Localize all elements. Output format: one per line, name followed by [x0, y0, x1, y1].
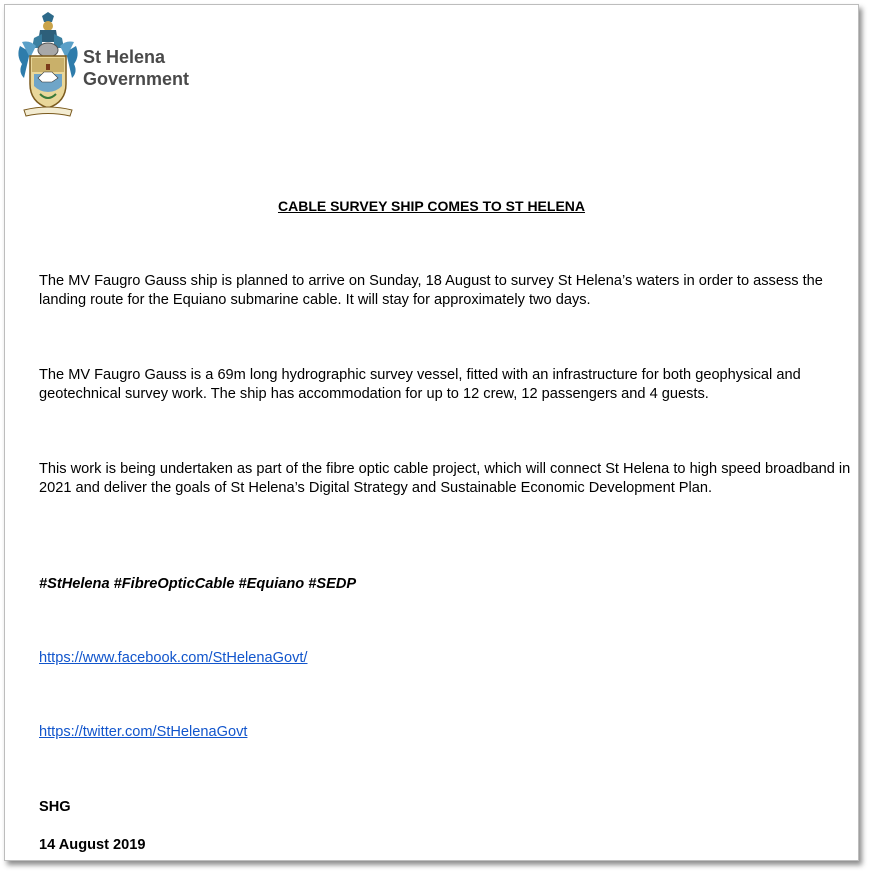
hashtags: #StHelena #FibreOpticCable #Equiano #SEDP — [39, 576, 357, 592]
signoff: SHG — [39, 799, 71, 815]
paragraph-3: This work is being undertaken as part of the fibre optic cable project, which will connect St Helena to high speed broadband in 2021 and deliver the goals of St Helena’s Digital Strategy and Sustainable Economic Development Plan. — [39, 461, 851, 496]
paragraph-2: The MV Faugro Gauss is a 69m long hydrographic survey vessel, fitted with an infrastructure for both geophysical and geotechnical survey work. The ship has accommodation for up to 12 crew, 12 passengers and 4 guests. — [39, 367, 801, 402]
release-date: 14 August 2019 — [39, 837, 146, 853]
press-release-title: CABLE SURVEY SHIP COMES TO ST HELENA — [277, 198, 586, 214]
org-name — [83, 46, 189, 90]
document-page — [4, 4, 859, 861]
facebook-link[interactable]: https://www.facebook.com/StHelenaGovt/ — [39, 650, 308, 666]
coat-of-arms-icon — [12, 12, 84, 118]
coat-of-arms-logo — [12, 12, 84, 118]
org-name-line1: St Helena — [83, 47, 166, 67]
paragraph-1: The MV Faugro Gauss ship is planned to arrive on Sunday, 18 August to survey St Helena’s waters in order to assess the landing route for the Equiano submarine cable. It will stay for approximately two days. — [39, 273, 823, 308]
org-name-line2: Government — [83, 69, 190, 89]
twitter-link[interactable]: https://twitter.com/StHelenaGovt — [39, 724, 248, 740]
